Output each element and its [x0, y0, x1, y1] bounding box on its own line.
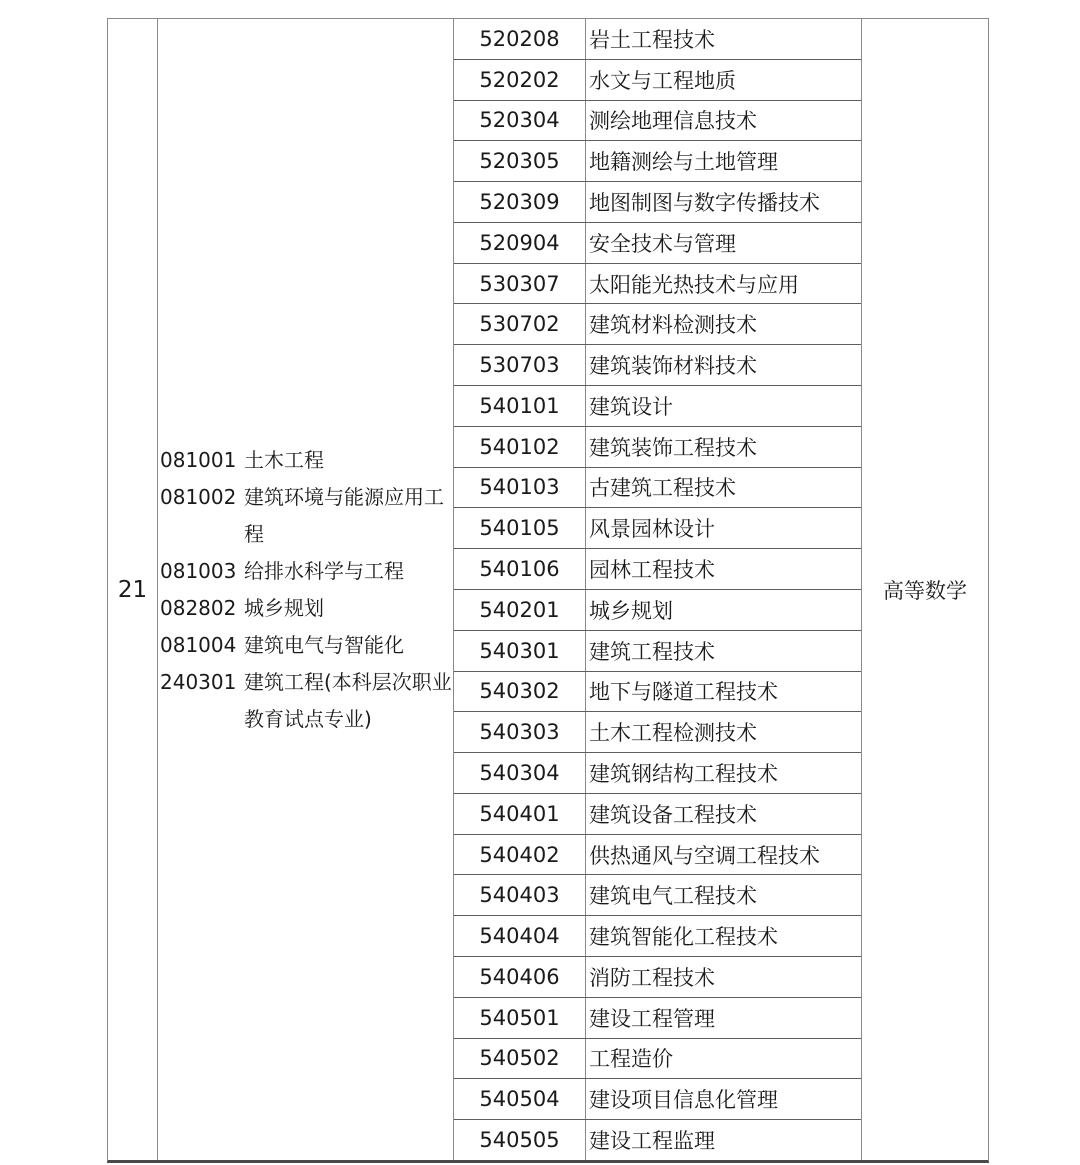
- specialty-code: 540403: [454, 875, 586, 915]
- specialty-name: 城乡规划: [589, 598, 673, 623]
- specialty-name: 地籍测绘与土地管理: [589, 150, 778, 175]
- specialty-name: 测绘地理信息技术: [589, 109, 757, 134]
- major-entry: [160, 553, 453, 590]
- table-row: [454, 590, 861, 631]
- specialty-code: 530703: [454, 345, 586, 385]
- specialty-code: 520309: [454, 182, 586, 222]
- table-row: [454, 1039, 861, 1080]
- table-row: [454, 60, 861, 101]
- specialty-name: 建设工程监理: [589, 1128, 715, 1153]
- table-row: [454, 672, 861, 713]
- specialty-code: 540402: [454, 835, 586, 875]
- table-row: [454, 427, 861, 468]
- major-name: 建筑环境与能源应用工程: [244, 484, 444, 546]
- specialty-code: 520904: [454, 223, 586, 263]
- specialty-code: 540406: [454, 957, 586, 997]
- table-row: [454, 386, 861, 427]
- specialty-code: 520305: [454, 141, 586, 181]
- specialty-code: 540505: [454, 1120, 586, 1160]
- table-row: [454, 835, 861, 876]
- specialty-name: 建筑电气工程技术: [589, 884, 757, 909]
- specialty-name: 园林工程技术: [589, 558, 715, 583]
- row-number: 21: [117, 576, 148, 603]
- specialty-name: 建筑设计: [589, 394, 673, 419]
- table-row: [454, 508, 861, 549]
- specialty-code: 540504: [454, 1079, 586, 1119]
- row-number-cell: [108, 19, 158, 1160]
- majors-table: [107, 18, 989, 1163]
- specialty-code: 540201: [454, 590, 586, 630]
- table-row: [454, 223, 861, 264]
- table-row: [454, 957, 861, 998]
- specialty-name: 水文与工程地质: [589, 68, 736, 93]
- undergraduate-majors-cell: [158, 19, 454, 1160]
- major-entry: [160, 627, 453, 664]
- table-row: [454, 468, 861, 509]
- specialty-name: 地图制图与数字传播技术: [589, 191, 820, 216]
- major-code: 081004: [160, 632, 237, 657]
- major-entry: [160, 479, 453, 553]
- specialty-code: 540302: [454, 672, 586, 712]
- major-code: 081001: [160, 447, 237, 472]
- major-name: 城乡规划: [244, 595, 324, 620]
- table-row: [454, 875, 861, 916]
- table-row: [454, 264, 861, 305]
- specialty-name: 地下与隧道工程技术: [589, 680, 778, 705]
- specialty-rows-section: [454, 19, 862, 1160]
- specialty-code: 530307: [454, 264, 586, 304]
- table-row: [454, 712, 861, 753]
- major-code: 240301: [160, 669, 237, 694]
- major-name: 给排水科学与工程: [244, 558, 404, 583]
- specialty-code: 540106: [454, 549, 586, 589]
- table-row: [454, 141, 861, 182]
- specialty-name: 建筑装饰工程技术: [589, 435, 757, 460]
- specialty-name: 建筑材料检测技术: [589, 313, 757, 338]
- table-row: [454, 753, 861, 794]
- specialty-name: 建筑智能化工程技术: [589, 925, 778, 950]
- table-row: [454, 631, 861, 672]
- table-row: [454, 345, 861, 386]
- table-row: [454, 916, 861, 957]
- table-row: [454, 794, 861, 835]
- exam-subject-cell: [862, 19, 988, 1160]
- major-entry: [160, 664, 453, 738]
- major-name: 建筑工程(本科层次职业教育试点专业): [244, 669, 452, 731]
- major-entry: [160, 442, 453, 479]
- major-name: 土木工程: [244, 447, 324, 472]
- major-code: 082802: [160, 595, 237, 620]
- major-code: 081002: [160, 484, 237, 509]
- major-name: 建筑电气与智能化: [244, 632, 404, 657]
- specialty-name: 建筑工程技术: [589, 639, 715, 664]
- exam-subject-label: 高等数学: [883, 578, 967, 603]
- specialty-name: 建筑钢结构工程技术: [589, 761, 778, 786]
- table-row: [454, 549, 861, 590]
- specialty-code: 540301: [454, 631, 586, 671]
- specialty-name: 建筑设备工程技术: [589, 802, 757, 827]
- specialty-code: 540105: [454, 508, 586, 548]
- table-row: [454, 304, 861, 345]
- specialty-name: 建设工程管理: [589, 1006, 715, 1031]
- table-row: [454, 101, 861, 142]
- specialty-name: 太阳能光热技术与应用: [589, 272, 799, 297]
- specialty-name: 古建筑工程技术: [589, 476, 736, 501]
- specialty-code: 520304: [454, 101, 586, 141]
- specialty-code: 540404: [454, 916, 586, 956]
- specialty-code: 540401: [454, 794, 586, 834]
- specialty-code: 530702: [454, 304, 586, 344]
- table-row: [454, 998, 861, 1039]
- specialty-code: 540303: [454, 712, 586, 752]
- table-row: [454, 1079, 861, 1120]
- specialty-name: 岩土工程技术: [589, 27, 715, 52]
- specialty-code: 540102: [454, 427, 586, 467]
- table-row: [454, 19, 861, 60]
- specialty-code: 540101: [454, 386, 586, 426]
- specialty-name: 安全技术与管理: [589, 231, 736, 256]
- specialty-code: 540103: [454, 468, 586, 508]
- specialty-code: 520208: [454, 19, 586, 59]
- specialty-name: 风景园林设计: [589, 517, 715, 542]
- specialty-name: 消防工程技术: [589, 965, 715, 990]
- specialty-code: 540304: [454, 753, 586, 793]
- specialty-code: 520202: [454, 60, 586, 100]
- major-code: 081003: [160, 558, 237, 583]
- specialty-name: 工程造价: [589, 1047, 673, 1072]
- specialty-code: 540501: [454, 998, 586, 1038]
- specialty-name: 供热通风与空调工程技术: [589, 843, 820, 868]
- specialty-code: 540502: [454, 1039, 586, 1079]
- specialty-name: 土木工程检测技术: [589, 721, 757, 746]
- table-row: [454, 182, 861, 223]
- specialty-name: 建设项目信息化管理: [589, 1088, 778, 1113]
- table-row: [454, 1120, 861, 1160]
- specialty-name: 建筑装饰材料技术: [589, 354, 757, 379]
- major-entry: [160, 590, 453, 627]
